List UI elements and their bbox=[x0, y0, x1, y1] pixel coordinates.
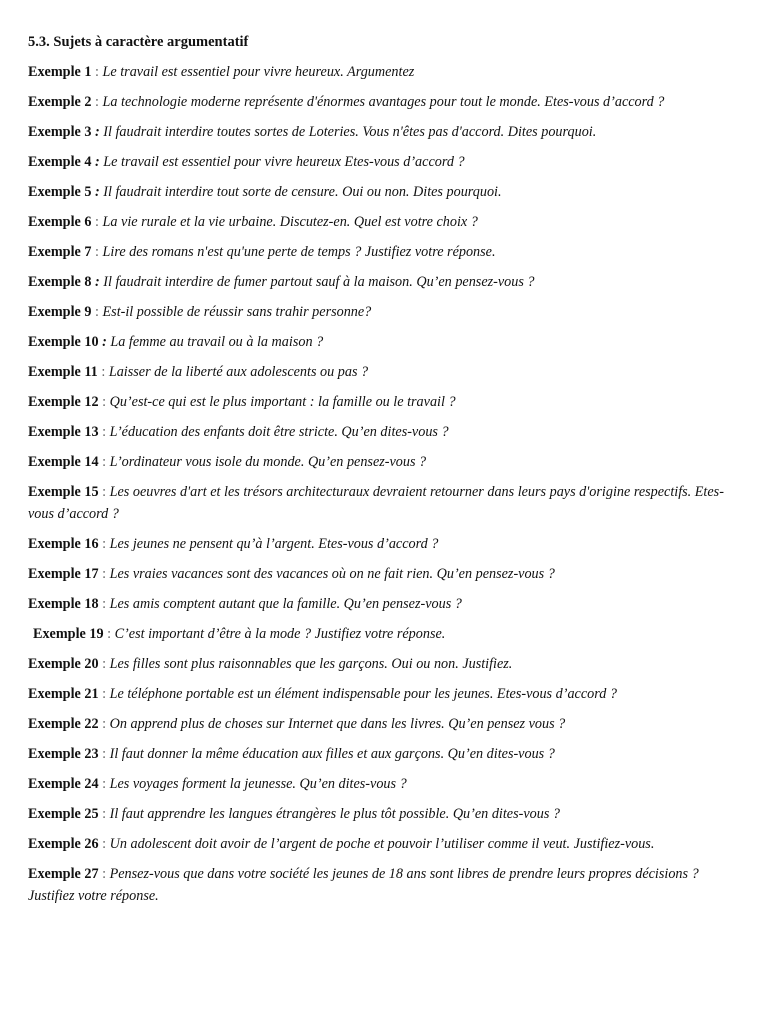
example-text: Il faudrait interdire tout sorte de censure. Oui ou non. Dites pourquoi. bbox=[103, 184, 502, 200]
separator: : bbox=[98, 596, 110, 612]
separator: : bbox=[98, 836, 110, 852]
example-text: Les amis comptent autant que la famille. Qu’en pensez-vous ? bbox=[109, 596, 462, 612]
example-label: Exemple 26 bbox=[28, 836, 99, 852]
section-title: 5.3. Sujets à caractère argumentatif bbox=[28, 34, 249, 50]
example-item bbox=[28, 361, 740, 383]
example-text: Il faut apprendre les langues étrangères le plus tôt possible. Qu’en dites-vous ? bbox=[109, 806, 560, 822]
separator: : bbox=[98, 686, 110, 702]
example-text: Le travail est essentiel pour vivre heureux Etes-vous d’accord ? bbox=[103, 154, 465, 170]
example-item bbox=[28, 61, 740, 83]
example-item bbox=[28, 653, 740, 675]
separator: : bbox=[91, 124, 104, 140]
separator: : bbox=[98, 776, 110, 792]
separator: : bbox=[103, 626, 115, 642]
example-label: Exemple 27 bbox=[28, 866, 99, 882]
example-item bbox=[28, 121, 740, 143]
example-text: Lire des romans n'est qu'une perte de temps ? Justifiez votre réponse. bbox=[102, 244, 496, 260]
example-text: Un adolescent doit avoir de l’argent de poche et pouvoir l’utiliser comme il veut. Justifiez-vous. bbox=[109, 836, 655, 852]
separator: : bbox=[98, 866, 110, 882]
separator: : bbox=[98, 454, 110, 470]
example-text: La technologie moderne représente d'énormes avantages pour tout le monde. Etes-vous d’accord ? bbox=[102, 94, 665, 110]
example-label: Exemple 25 bbox=[28, 806, 99, 822]
example-item bbox=[28, 391, 740, 413]
example-label: Exemple 7 bbox=[28, 244, 92, 260]
example-text: Le travail est essentiel pour vivre heureux. Argumentez bbox=[102, 64, 415, 80]
example-item bbox=[28, 773, 740, 795]
example-label: Exemple 10 bbox=[28, 334, 99, 350]
example-item bbox=[28, 533, 740, 555]
example-text: La vie rurale et la vie urbaine. Discutez-en. Quel est votre choix ? bbox=[102, 214, 478, 230]
example-text: L’ordinateur vous isole du monde. Qu’en pensez-vous ? bbox=[109, 454, 427, 470]
separator: : bbox=[98, 484, 110, 500]
separator: : bbox=[91, 244, 103, 260]
example-text: Les filles sont plus raisonnables que les garçons. Oui ou non. Justifiez. bbox=[109, 656, 513, 672]
example-item bbox=[28, 803, 740, 825]
separator: : bbox=[98, 394, 110, 410]
example-item bbox=[28, 563, 740, 585]
example-text: Est-il possible de réussir sans trahir personne? bbox=[102, 304, 372, 320]
separator: : bbox=[98, 656, 110, 672]
example-label: Exemple 19 bbox=[33, 626, 104, 642]
separator: : bbox=[98, 716, 110, 732]
separator: : bbox=[91, 154, 104, 170]
example-label: Exemple 20 bbox=[28, 656, 99, 672]
example-label: Exemple 3 bbox=[28, 124, 92, 140]
separator: : bbox=[91, 304, 103, 320]
separator: : bbox=[98, 806, 110, 822]
example-label: Exemple 9 bbox=[28, 304, 92, 320]
example-text: On apprend plus de choses sur Internet que dans les livres. Qu’en pensez vous ? bbox=[109, 716, 566, 732]
example-item bbox=[28, 211, 740, 233]
example-label: Exemple 4 bbox=[28, 154, 92, 170]
example-label: Exemple 13 bbox=[28, 424, 99, 440]
example-item bbox=[28, 743, 740, 765]
separator: : bbox=[91, 64, 103, 80]
example-item bbox=[28, 713, 740, 735]
example-text: La femme au travail ou à la maison ? bbox=[110, 334, 324, 350]
example-item bbox=[28, 421, 740, 443]
example-label: Exemple 12 bbox=[28, 394, 99, 410]
example-item bbox=[28, 271, 740, 293]
example-text: Il faut donner la même éducation aux filles et aux garçons. Qu’en dites-vous ? bbox=[109, 746, 555, 762]
example-item bbox=[28, 331, 740, 353]
separator: : bbox=[98, 536, 110, 552]
separator: : bbox=[91, 94, 103, 110]
example-label: Exemple 14 bbox=[28, 454, 99, 470]
example-item bbox=[28, 181, 740, 203]
example-item bbox=[28, 91, 740, 113]
separator: : bbox=[98, 566, 110, 582]
example-text: Les voyages forment la jeunesse. Qu’en dites-vous ? bbox=[109, 776, 407, 792]
example-label: Exemple 18 bbox=[28, 596, 99, 612]
example-label: Exemple 16 bbox=[28, 536, 99, 552]
example-label: Exemple 22 bbox=[28, 716, 99, 732]
example-text: Les oeuvres d'art et les trésors architecturaux devraient retourner dans leurs pays d'origine respectifs. Etes-vous d’accord ? bbox=[28, 484, 724, 522]
example-text: Qu’est-ce qui est le plus important : la famille ou le travail ? bbox=[109, 394, 456, 410]
example-item bbox=[28, 623, 740, 645]
separator: : bbox=[98, 424, 110, 440]
example-label: Exemple 5 bbox=[28, 184, 92, 200]
example-item bbox=[28, 301, 740, 323]
example-item bbox=[28, 833, 740, 855]
example-label: Exemple 21 bbox=[28, 686, 99, 702]
example-text: Il faudrait interdire de fumer partout sauf à la maison. Qu’en pensez-vous ? bbox=[103, 274, 535, 290]
example-item bbox=[28, 593, 740, 615]
example-text: Laisser de la liberté aux adolescents ou pas ? bbox=[108, 364, 369, 380]
example-label: Exemple 15 bbox=[28, 484, 99, 500]
example-item bbox=[28, 151, 740, 173]
example-text: Pensez-vous que dans votre société les jeunes de 18 ans sont libres de prendre leurs propres décisions ? Justifiez votre réponse. bbox=[28, 866, 699, 904]
example-item bbox=[28, 683, 740, 705]
example-item bbox=[28, 451, 740, 473]
example-label: Exemple 8 bbox=[28, 274, 92, 290]
example-label: Exemple 2 bbox=[28, 94, 92, 110]
example-text: Les vraies vacances sont des vacances où on ne fait rien. Qu’en pensez-vous ? bbox=[109, 566, 555, 582]
example-label: Exemple 11 bbox=[28, 364, 98, 380]
separator: : bbox=[91, 184, 104, 200]
example-label: Exemple 24 bbox=[28, 776, 99, 792]
separator: : bbox=[97, 364, 109, 380]
example-text: Les jeunes ne pensent qu’à l’argent. Etes-vous d’accord ? bbox=[109, 536, 439, 552]
example-text: Il faudrait interdire toutes sortes de Loteries. Vous n'êtes pas d'accord. Dites pourquoi. bbox=[103, 124, 597, 140]
example-label: Exemple 1 bbox=[28, 64, 92, 80]
example-item bbox=[28, 241, 740, 263]
example-label: Exemple 23 bbox=[28, 746, 99, 762]
separator: : bbox=[98, 334, 111, 350]
example-text: L’éducation des enfants doit être stricte. Qu’en dites-vous ? bbox=[109, 424, 449, 440]
example-text: Le téléphone portable est un élément indispensable pour les jeunes. Etes-vous d’accord ? bbox=[109, 686, 617, 702]
separator: : bbox=[98, 746, 110, 762]
separator: : bbox=[91, 214, 103, 230]
example-item bbox=[28, 481, 740, 525]
separator: : bbox=[91, 274, 104, 290]
example-text: C’est important d’être à la mode ? Justifiez votre réponse. bbox=[114, 626, 446, 642]
example-item bbox=[28, 863, 740, 907]
example-label: Exemple 6 bbox=[28, 214, 92, 230]
example-label: Exemple 17 bbox=[28, 566, 99, 582]
